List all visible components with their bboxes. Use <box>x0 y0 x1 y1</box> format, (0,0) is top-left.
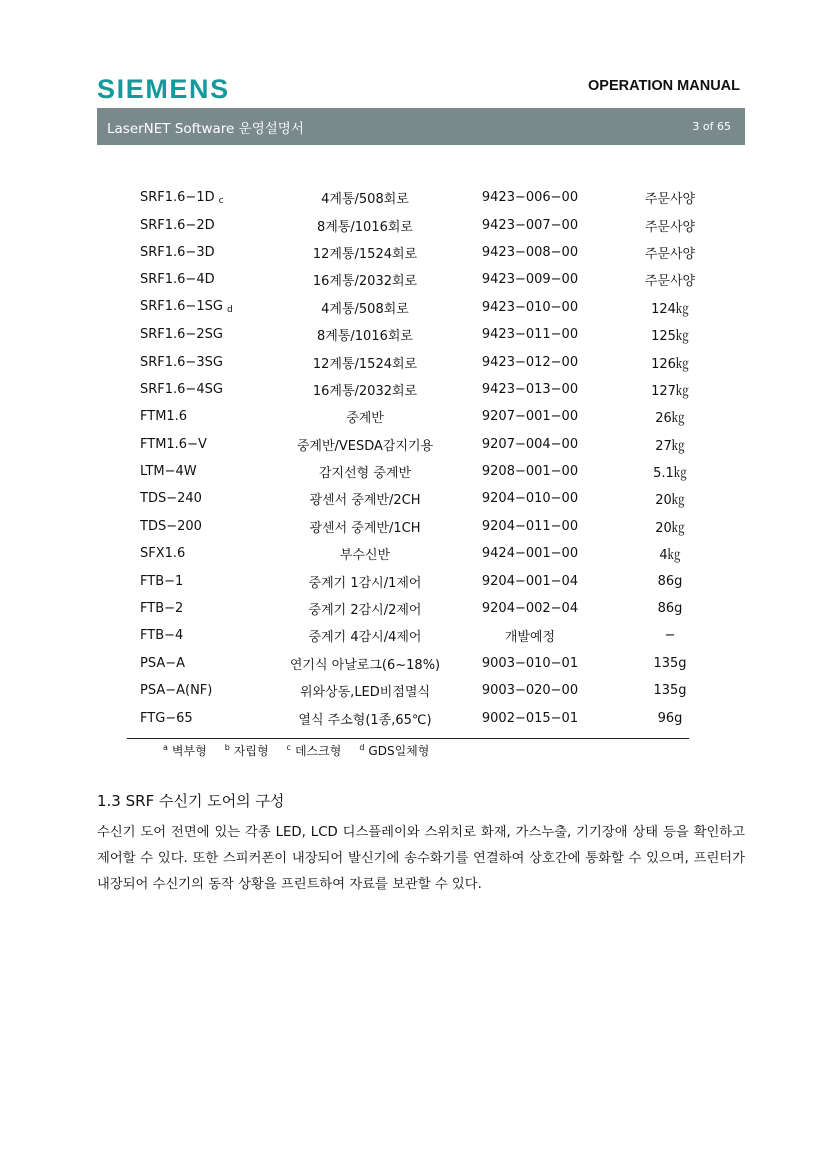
table-row <box>140 458 725 485</box>
table-row <box>140 595 725 622</box>
document-title: LaserNET Software 운영설명서 <box>107 120 304 137</box>
part-code-cell: 9423−009−00 <box>481 272 579 288</box>
table-row <box>140 677 725 704</box>
footnote-text: 자립형 <box>233 744 269 758</box>
part-code-cell: 9423−013−00 <box>481 381 579 397</box>
footnote-mark: c <box>286 743 291 752</box>
footnote-reference: d <box>226 305 233 316</box>
model-cell <box>140 704 285 731</box>
description-cell: 8계통/1016회로 <box>317 329 413 345</box>
part-code-cell: 9208−001−00 <box>481 464 579 480</box>
table-row <box>140 704 725 731</box>
table-row <box>140 184 725 211</box>
note-cell: 26㎏ <box>655 411 685 427</box>
header-bar <box>97 108 745 145</box>
note-cell: 96g <box>657 710 683 726</box>
model-name: FTB−1 <box>140 573 184 589</box>
part-code-cell: 9002−015−01 <box>481 710 579 726</box>
part-code-cell: 9424−001−00 <box>481 546 579 562</box>
model-name: SRF1.6−3SG <box>140 354 223 370</box>
model-cell <box>140 376 285 403</box>
table-row <box>140 403 725 430</box>
model-name: TDS−240 <box>140 491 202 507</box>
model-cell <box>140 266 285 293</box>
parts-table <box>140 184 725 732</box>
page-number: 3 of 65 <box>692 120 731 133</box>
footnote-a <box>163 742 207 759</box>
part-code-cell: 9423−007−00 <box>481 217 579 233</box>
model-name: SRF1.6−4SG <box>140 381 223 397</box>
model-name: FTM1.6 <box>140 409 188 425</box>
footnote-b <box>225 742 269 759</box>
siemens-logo: SIEMENS <box>97 74 230 104</box>
table-row <box>140 650 725 677</box>
table-row <box>140 567 725 594</box>
model-name: SRF1.6−2D <box>140 217 215 233</box>
note-cell: 20㎏ <box>655 493 685 509</box>
model-name: PSA−A <box>140 655 186 671</box>
model-name: SRF1.6−2SG <box>140 327 223 343</box>
footnotes <box>163 742 429 759</box>
table-row <box>140 431 725 458</box>
description-cell: 16계통/2032회로 <box>312 383 418 399</box>
model-cell <box>140 321 285 348</box>
part-code-cell: 9423−011−00 <box>481 327 579 343</box>
footnote-mark: a <box>163 743 168 752</box>
model-cell <box>140 184 285 211</box>
footnote-text: 벽부형 <box>171 744 207 758</box>
model-name: FTB−2 <box>140 601 184 617</box>
note-cell: 126㎏ <box>651 356 689 372</box>
model-name: SRF1.6−1D <box>140 189 215 205</box>
model-name: SRF1.6−4D <box>140 272 215 288</box>
model-cell <box>140 677 285 704</box>
table-row <box>140 622 725 649</box>
note-cell: 135g <box>653 683 687 699</box>
note-cell: 86g <box>657 573 683 589</box>
description-cell: 16계통/2032회로 <box>312 274 418 290</box>
note-cell: 주문사양 <box>644 192 696 208</box>
model-cell <box>140 650 285 677</box>
part-code-cell: 9423−006−00 <box>481 190 579 206</box>
part-code-cell: 9423−010−00 <box>481 299 579 315</box>
note-cell: 124㎏ <box>651 301 689 317</box>
model-cell <box>140 485 285 512</box>
table-row <box>140 348 725 375</box>
description-cell: 광센서 중계반/2CH <box>309 493 421 509</box>
description-cell: 광센서 중계반/1CH <box>309 520 421 536</box>
note-cell: 주문사양 <box>644 219 696 235</box>
table-row <box>140 321 725 348</box>
model-name: LTM−4W <box>140 464 197 480</box>
description-cell: 중계반/VESDA감지기용 <box>296 438 434 454</box>
part-code-cell: 9423−008−00 <box>481 244 579 260</box>
model-cell <box>140 622 285 649</box>
part-code-cell: 9207−001−00 <box>481 409 579 425</box>
part-code-cell: 9204−011−00 <box>481 518 579 534</box>
part-code-cell: 9204−002−04 <box>481 601 579 617</box>
description-cell: 위와상동,LED비점멸식 <box>299 685 431 701</box>
model-cell <box>140 239 285 266</box>
description-cell: 중계반 <box>346 411 384 427</box>
footnote-text: 데스크형 <box>294 744 342 758</box>
model-cell <box>140 403 285 430</box>
description-cell: 12계통/1524회로 <box>312 356 418 372</box>
table-row <box>140 294 725 321</box>
note-cell: 주문사양 <box>644 246 696 262</box>
model-cell <box>140 431 285 458</box>
model-cell <box>140 348 285 375</box>
table-row <box>140 513 725 540</box>
model-cell <box>140 513 285 540</box>
part-code-cell: 9423−012−00 <box>481 354 579 370</box>
model-name: FTG−65 <box>140 710 193 726</box>
model-cell <box>140 595 285 622</box>
part-code-cell: 개발예정 <box>504 630 556 646</box>
manual-title: OPERATION MANUAL <box>588 78 740 94</box>
model-name: TDS−200 <box>140 518 202 534</box>
note-cell: 주문사양 <box>644 274 696 290</box>
table-row <box>140 211 725 238</box>
description-cell: 열식 주소형(1종,65℃) <box>298 712 432 728</box>
note-cell: − <box>664 628 676 644</box>
part-code-cell: 9003−010−01 <box>481 655 579 671</box>
model-cell <box>140 294 285 321</box>
footnote-text: GDS일체형 <box>368 744 430 758</box>
note-cell: 135g <box>653 655 687 671</box>
description-cell: 부수신반 <box>339 548 391 564</box>
model-cell <box>140 567 285 594</box>
footnote-c <box>287 742 342 759</box>
model-name: FTB−4 <box>140 628 184 644</box>
footnote-mark: b <box>224 743 230 752</box>
model-name: SRF1.6−3D <box>140 244 215 260</box>
description-cell: 연기식 아날로그(6~18%) <box>289 657 441 673</box>
note-cell: 5.1㎏ <box>653 466 687 482</box>
table-row <box>140 485 725 512</box>
description-cell: 중계기 1감시/1제어 <box>308 575 422 591</box>
table-row <box>140 376 725 403</box>
model-cell <box>140 540 285 567</box>
model-name: SFX1.6 <box>140 546 186 562</box>
note-cell: 4㎏ <box>659 548 681 564</box>
model-name: FTM1.6−V <box>140 436 207 452</box>
section-heading: 1.3 SRF 수신기 도어의 구성 <box>97 792 285 810</box>
footnote-mark: d <box>359 743 365 752</box>
model-cell <box>140 211 285 238</box>
footnote-divider <box>127 738 689 739</box>
description-cell: 감지선형 중계반 <box>318 466 412 482</box>
footnote-reference: c <box>218 195 224 206</box>
note-cell: 27㎏ <box>655 438 685 454</box>
model-name: PSA−A(NF) <box>140 683 213 699</box>
parts-table-body <box>140 184 725 732</box>
description-cell: 중계기 4감시/4제어 <box>308 630 422 646</box>
part-code-cell: 9204−001−04 <box>481 573 579 589</box>
part-code-cell: 9207−004−00 <box>481 436 579 452</box>
note-cell: 20㎏ <box>655 520 685 536</box>
footnote-d <box>359 742 429 759</box>
note-cell: 125㎏ <box>651 329 689 345</box>
table-row <box>140 540 725 567</box>
note-cell: 86g <box>657 601 683 617</box>
description-cell: 중계기 2감시/2제어 <box>308 603 422 619</box>
table-row <box>140 266 725 293</box>
description-cell: 4계통/508회로 <box>321 301 409 317</box>
part-code-cell: 9204−010−00 <box>481 491 579 507</box>
description-cell: 4계통/508회로 <box>321 192 409 208</box>
part-code-cell: 9003−020−00 <box>481 683 579 699</box>
model-cell <box>140 458 285 485</box>
description-cell: 12계통/1524회로 <box>312 246 418 262</box>
note-cell: 127㎏ <box>651 383 689 399</box>
description-cell: 8계통/1016회로 <box>317 219 413 235</box>
table-row <box>140 239 725 266</box>
model-name: SRF1.6−1SG <box>140 299 223 315</box>
section-paragraph: 수신기 도어 전면에 있는 각종 LED, LCD 디스플레이와 스위치로 화재, 가스누출, 기기장애 상태 등을 확인하고 제어할 수 있다. 또한 스피커폰이 내장되어 발신기에 송수화기를 연결하여 상호간에 통화할 수 있으며, 프린터가 내장되어 수신기의 동작 상황을 프린트하여 자료를 보관할 수 있다. <box>97 825 745 892</box>
